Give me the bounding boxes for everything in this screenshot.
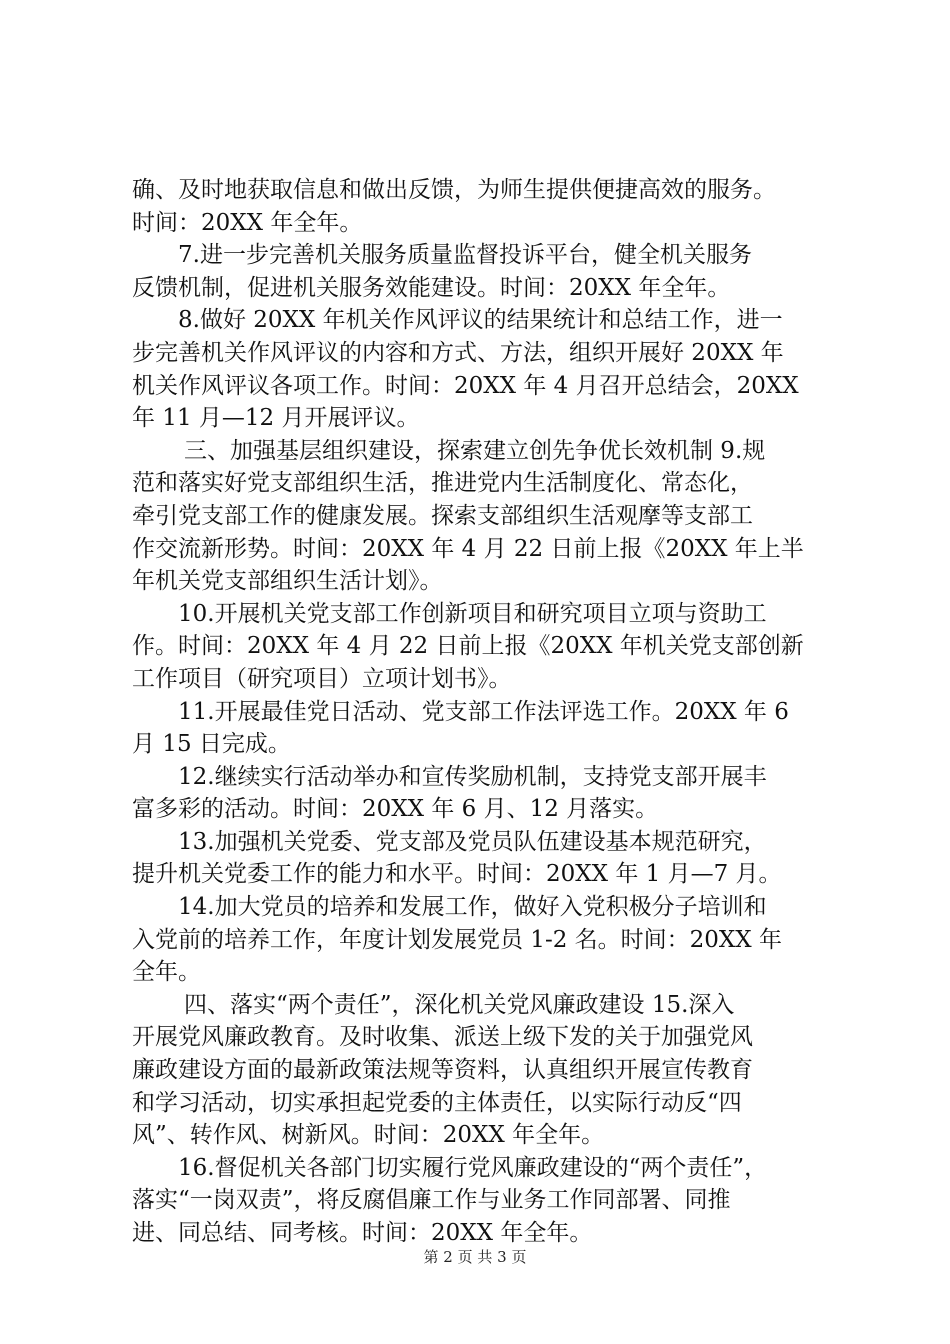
text-line: 全年。 — [132, 959, 201, 986]
text-line: 工作项目（研究项目）立项计划书》。 — [132, 665, 512, 692]
document-body — [132, 174, 832, 1250]
text-line: 7.进一步完善机关服务质量监督投诉平台，健全机关服务 — [178, 242, 752, 269]
text-line: 12.继续实行活动举办和宣传奖励机制，支持党支部开展丰 — [178, 763, 767, 790]
text-line: 确、及时地获取信息和做出反馈，为师生提供便捷高效的服务。 — [132, 177, 776, 203]
text-line: 年 11 月—12 月开展评议。 — [132, 405, 420, 432]
text-line: 10.开展机关党支部工作创新项目和研究项目立项与资助工 — [178, 600, 767, 627]
text-line: 富多彩的活动。时间：20XX 年 6 月、12 月落实。 — [132, 796, 659, 823]
text-line: 8.做好 20XX 年机关作风评议的结果统计和总结工作，进一 — [178, 307, 783, 334]
text-line: 廉政建设方面的最新政策法规等资料，认真组织开展宣传教育 — [132, 1057, 753, 1084]
text-line: 14.加大党员的培养和发展工作，做好入党积极分子培训和 — [178, 894, 767, 921]
text-line: 机关作风评议各项工作。时间：20XX 年 4 月召开总结会，20XX — [132, 372, 799, 399]
text-line: 13.加强机关党委、党支部及党员队伍建设基本规范研究， — [178, 828, 767, 855]
text-line: 牵引党支部工作的健康发展。探索支部组织生活观摩等支部工 — [132, 502, 753, 529]
text-line: 提升机关党委工作的能力和水平。时间：20XX 年 1 月—7 月。 — [132, 861, 782, 888]
text-line: 11.开展最佳党日活动、党支部工作法评选工作。20XX 年 6 — [178, 698, 789, 725]
text-line: 和学习活动，切实承担起党委的主体责任，以实际行动反“四 — [132, 1089, 742, 1116]
page-footer: 第 2 页 共 3 页 — [423, 1248, 527, 1266]
text-line: 进、同总结、同考核。时间：20XX 年全年。 — [132, 1220, 593, 1246]
text-line: 风”、转作风、树新风。时间：20XX 年全年。 — [132, 1122, 605, 1149]
text-line: 步完善机关作风评议的内容和方式、方法，组织开展好 20XX 年 — [132, 339, 784, 366]
text-line: 年机关党支部组织生活计划》。 — [132, 568, 443, 595]
text-line: 三、加强基层组织建设，探索建立创先争优长效机制 9.规 — [184, 437, 766, 464]
text-line: 落实“一岗双责”，将反腐倡廉工作与业务工作同部署、同推 — [132, 1187, 731, 1214]
text-line: 月 15 日完成。 — [132, 731, 291, 758]
text-line: 16.督促机关各部门切实履行党风廉政建设的“两个责任”， — [178, 1154, 768, 1181]
text-line: 作。时间：20XX 年 4 月 22 日前上报《20XX 年机关党支部创新 — [132, 633, 804, 660]
text-line: 开展党风廉政教育。及时收集、派送上级下发的关于加强党风 — [132, 1024, 753, 1051]
text-line: 反馈机制，促进机关服务效能建设。时间：20XX 年全年。 — [132, 274, 731, 301]
text-line: 入党前的培养工作，年度计划发展党员 1-2 名。时间：20XX 年 — [132, 926, 782, 953]
text-line: 作交流新形势。时间：20XX 年 4 月 22 日前上报《20XX 年上半 — [132, 535, 804, 562]
text-line: 时间：20XX 年全年。 — [132, 209, 363, 236]
text-line: 范和落实好党支部组织生活，推进党内生活制度化、常态化， — [132, 470, 753, 497]
text-line: 四、落实“两个责任”，深化机关党风廉政建设 15.深入 — [184, 991, 735, 1018]
